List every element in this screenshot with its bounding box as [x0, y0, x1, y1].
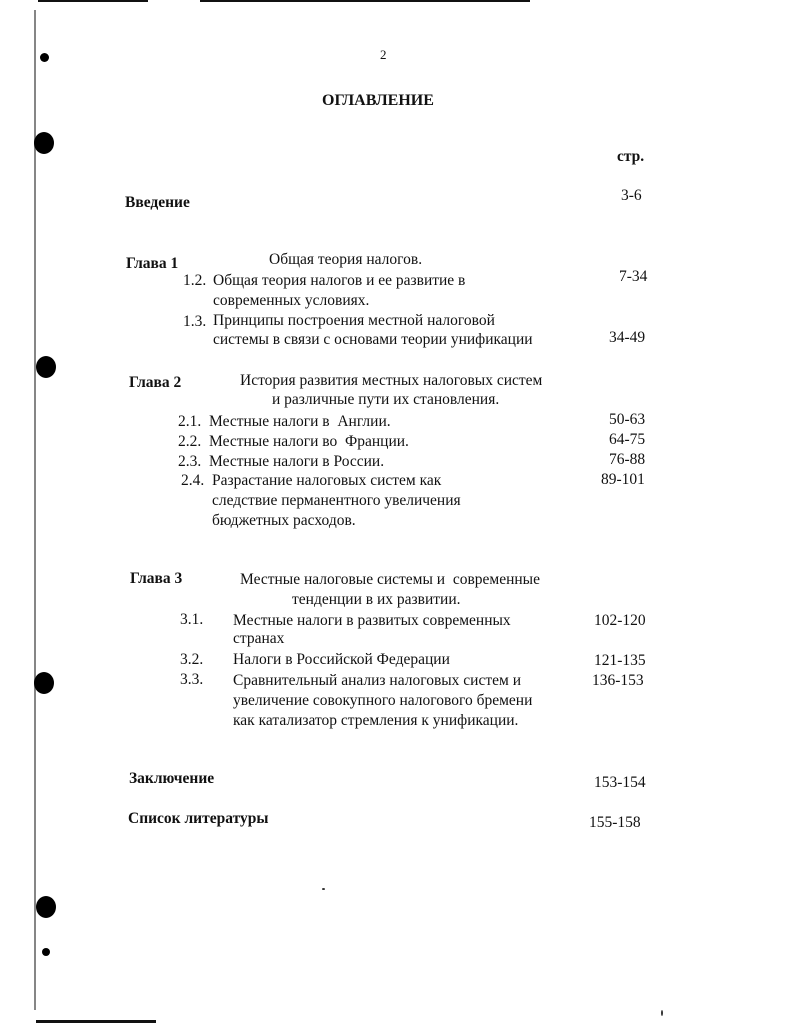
- toc-item-num: 2.2.: [178, 433, 202, 450]
- chapter3-title: тенденции в их развитии.: [292, 591, 461, 608]
- chapter2-title: и различные пути их становления.: [272, 391, 500, 408]
- punch-hole-5: [36, 896, 56, 918]
- toc-item-text: Принципы построения местной налоговой: [213, 312, 495, 329]
- toc-item-text: следствие перманентного увеличения: [212, 492, 461, 509]
- page-number: 2: [380, 47, 387, 62]
- toc-item-pages: 76-88: [609, 451, 646, 468]
- toc-item-text: Сравнительный анализ налоговых систем и: [233, 672, 521, 689]
- toc-item-text: Местные налоги в Англии.: [209, 413, 391, 430]
- punch-hole-2: [34, 132, 54, 154]
- toc-item-text: Местные налоги в развитых современных: [233, 612, 511, 629]
- references-label: Список литературы: [128, 810, 269, 827]
- toc-item-text: увеличение совокупного налогового бремени: [233, 692, 533, 709]
- toc-item-num: 3.1.: [180, 611, 204, 628]
- punch-hole-1: [40, 53, 49, 62]
- toc-item-text: как катализатор стремления к унификации.: [233, 712, 519, 729]
- toc-item-text: современных условиях.: [213, 292, 370, 309]
- toc-item-num: 1.2.: [183, 272, 207, 289]
- conclusion-pages: 153-154: [594, 774, 646, 791]
- toc-item-text: Разрастание налоговых систем как: [212, 472, 442, 489]
- toc-item-num: 1.3.: [183, 313, 207, 330]
- toc-item-text: странах: [233, 630, 285, 647]
- chapter2-title: История развития местных налоговых систем: [240, 372, 543, 389]
- intro-pages: 3-6: [621, 187, 642, 204]
- toc-item-pages: 50-63: [609, 411, 646, 428]
- chapter2-label: Глава 2: [129, 374, 182, 391]
- toc-item-num: 3.3.: [180, 671, 204, 688]
- scan-speck: [322, 888, 325, 890]
- chapter1-title: Общая теория налогов.: [269, 251, 423, 268]
- intro-label: Введение: [125, 194, 190, 211]
- conclusion-label: Заключение: [129, 770, 215, 787]
- toc-item-pages: 64-75: [609, 431, 646, 448]
- references-pages: 155-158: [589, 814, 641, 831]
- toc-item-pages: 121-135: [594, 652, 646, 669]
- toc-item-text: Налоги в Российской Федерации: [233, 651, 450, 668]
- toc-item-text: бюджетных расходов.: [212, 512, 356, 529]
- toc-item-num: 3.2.: [180, 651, 204, 668]
- chapter3-title: Местные налоговые системы и современные: [240, 571, 540, 588]
- toc-item-num: 2.3.: [178, 453, 202, 470]
- chapter1-label: Глава 1: [126, 255, 179, 272]
- toc-item-text: Местные налоги в России.: [209, 453, 385, 470]
- toc-item-pages: 102-120: [594, 612, 646, 629]
- toc-item-text: Общая теория налогов и ее развитие в: [213, 272, 466, 289]
- scan-left-edge: [34, 10, 36, 1010]
- punch-hole-6: [42, 948, 50, 956]
- page-column-header: стр.: [617, 148, 645, 165]
- scan-top-line: [200, 0, 530, 2]
- punch-hole-3: [36, 356, 56, 378]
- chapter3-label: Глава 3: [130, 570, 183, 587]
- toc-item-pages: 7-34: [619, 268, 648, 285]
- toc-item-num: 2.4.: [181, 472, 205, 489]
- toc-item-text: системы в связи с основами теории унификации: [213, 331, 533, 348]
- toc-item-text: Местные налоги во Франции.: [209, 433, 409, 450]
- punch-hole-4: [34, 672, 54, 694]
- scan-speck: [661, 1010, 663, 1016]
- scan-top-line-left: [38, 0, 148, 2]
- toc-item-num: 2.1.: [178, 413, 202, 430]
- page-title: ОГЛАВЛЕНИЕ: [322, 92, 434, 109]
- toc-item-pages: 136-153: [592, 672, 644, 689]
- scan-bottom-line: [36, 1020, 156, 1023]
- toc-item-pages: 89-101: [601, 471, 645, 488]
- toc-item-pages: 34-49: [609, 329, 646, 346]
